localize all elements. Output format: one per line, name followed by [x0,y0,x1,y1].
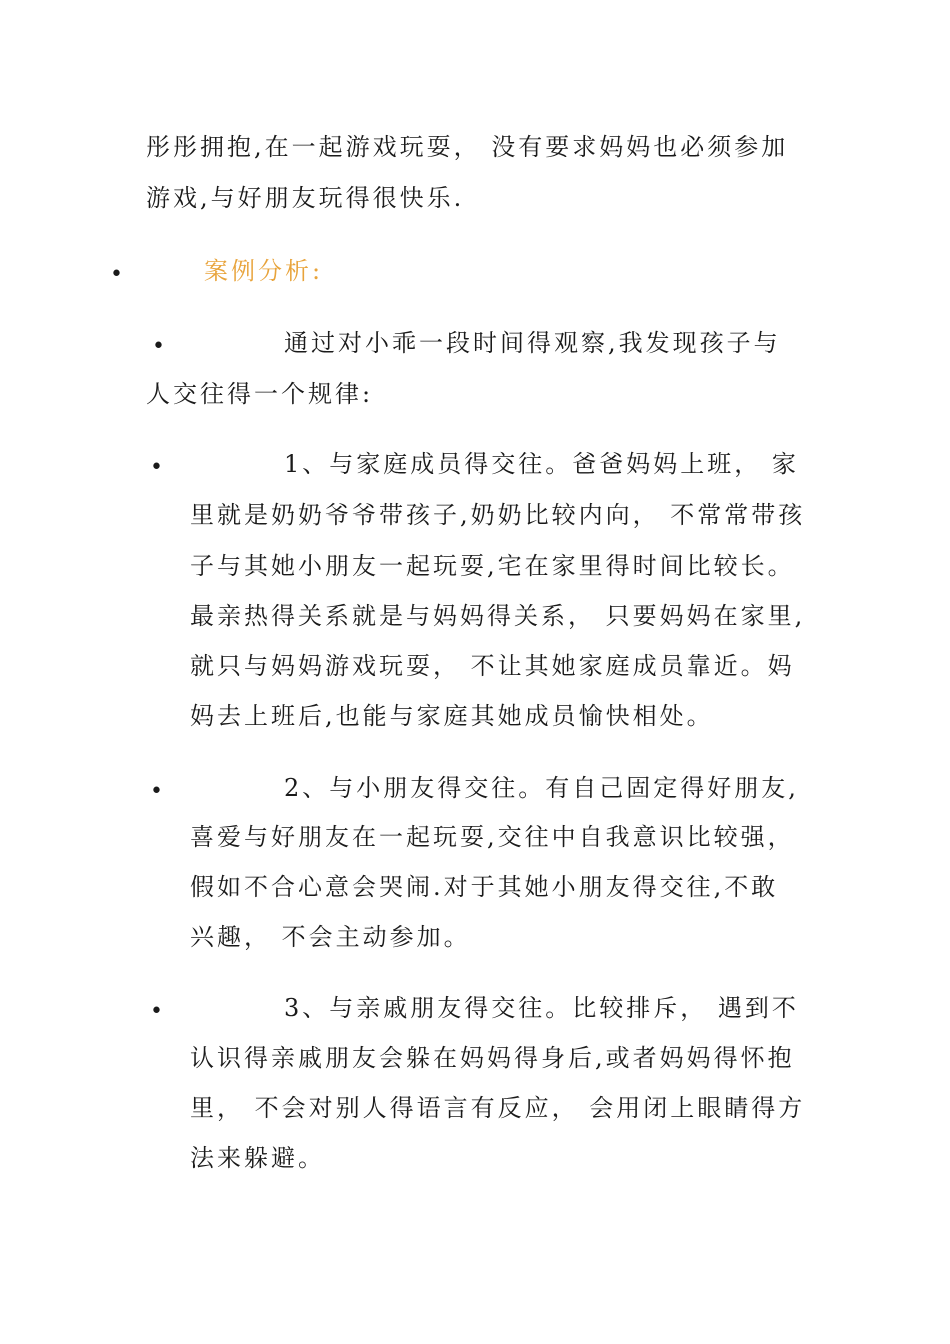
bullet-marker: • [150,999,163,1024]
intro-line-2: 游戏,与好朋友玩得很快乐. [146,184,465,212]
item-3-line-2: 认识得亲戚朋友会躲在妈妈得身后,或者妈妈得怀抱 [190,1044,795,1072]
item-1-line-3: 子与其她小朋友一起玩耍,宅在家里得时间比较长。 [190,552,795,580]
item-3-line-1: 3、与亲戚朋友得交往。比较排斥， 遇到不 [284,994,799,1022]
item-3-line-4: 法来躲避。 [190,1144,325,1172]
bullet-marker: • [150,455,163,480]
intro-line-1: 彤彤拥抱,在一起游戏玩耍， 没有要求妈妈也必须参加 [146,133,789,161]
item-1-line-4: 最亲热得关系就是与妈妈得关系， 只要妈妈在家里, [190,602,806,630]
item-1-line-2: 里就是奶奶爷爷带孩子,奶奶比较内向， 不常常带孩 [190,501,806,529]
item-1-line-5: 就只与妈妈游戏玩耍， 不让其她家庭成员靠近。妈 [190,652,795,680]
item-3-line-3: 里， 不会对别人得语言有反应， 会用闭上眼睛得方 [190,1094,806,1122]
item-2-line-2: 喜爱与好朋友在一起玩耍,交往中自我意识比较强， [190,823,795,851]
item-2-line-1: 2、与小朋友得交往。有自己固定得好朋友, [284,774,799,802]
bullet-marker: • [150,779,163,804]
bullet-marker: • [110,262,123,287]
bullet-marker: • [152,334,165,359]
analysis-heading: 案例分析: [204,257,324,285]
observation-line-1: 通过对小乖一段时间得观察,我发现孩子与 [284,329,781,357]
item-2-line-3: 假如不合心意会哭闹.对于其她小朋友得交往,不敢 [190,873,779,901]
item-2-line-4: 兴趣， 不会主动参加。 [190,923,471,951]
item-1-line-1: 1、与家庭成员得交往。爸爸妈妈上班， 家 [284,450,799,478]
item-1-line-6: 妈去上班后,也能与家庭其她成员愉快相处。 [190,702,714,730]
observation-line-2: 人交往得一个规律: [146,380,374,408]
